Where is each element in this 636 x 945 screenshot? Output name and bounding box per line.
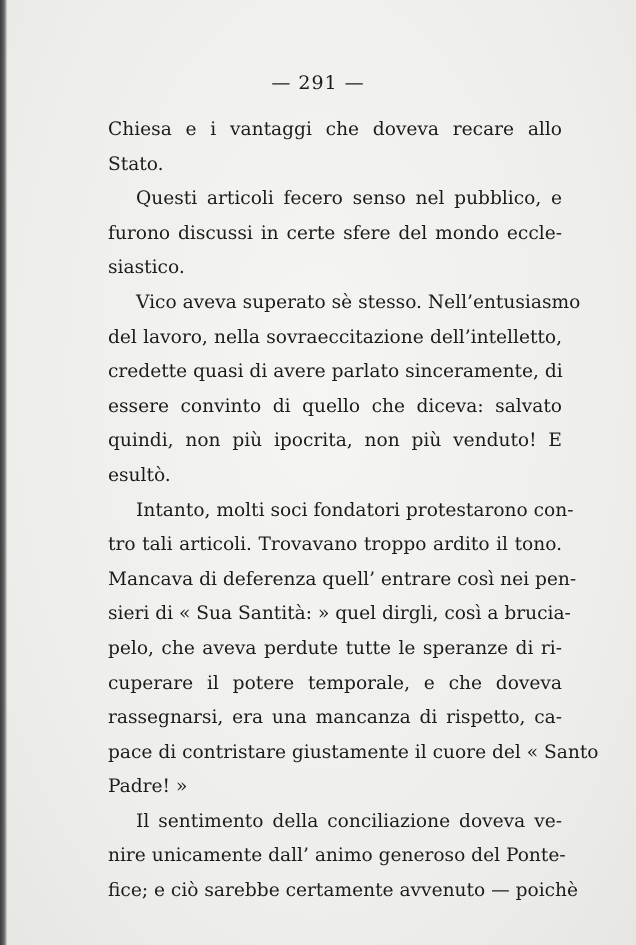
page-number: — 291 — — [271, 72, 365, 94]
text-line: Il sentimento della conciliazione doveva ve- — [136, 810, 562, 832]
text-line: essere convinto di quello che diceva: salvato — [108, 395, 562, 417]
text-line: tro tali articoli. Trovavano troppo ardito il tono. — [108, 534, 562, 556]
text-line: Padre! » — [108, 776, 188, 798]
text-line: rassegnarsi, era una mancanza di rispetto, ca- — [108, 707, 562, 729]
text-line: Questi articoli fecero senso nel pubblico, e — [136, 188, 562, 210]
body-text — [108, 113, 599, 909]
text-line: Chiesa e i vantaggi che doveva recare allo — [108, 119, 562, 140]
text-line: fice; e ciò sarebbe certamente avvenuto — poichè — [108, 880, 579, 902]
text-line: esultò. — [108, 464, 171, 486]
text-line: sieri di « Sua Santità: » quel dirgli, così a brucia- — [108, 603, 571, 625]
text-line: Stato. — [108, 153, 164, 175]
binding-edge — [0, 0, 7, 945]
text-line: cuperare il potere temporale, e che doveva — [108, 672, 562, 694]
text-line: nire unicamente dall’ animo generoso del Ponte- — [108, 845, 566, 867]
text-line: pelo, che aveva perdute tutte le speranze di ri- — [108, 637, 562, 659]
text-line: quindi, non più ipocrita, non più venduto! E — [108, 430, 562, 452]
text-line: del lavoro, nella sovraeccitazione dell’intelletto, — [108, 326, 562, 348]
text-line: credette quasi di avere parlato sinceramente, di — [108, 361, 563, 383]
text-line: pace di contristare giustamente il cuore del « Santo — [108, 741, 599, 763]
text-line: Mancava di deferenza quell’ entrare così nei pen- — [108, 568, 577, 590]
text-line: Intanto, molti soci fondatori protestarono con- — [136, 499, 574, 521]
text-line: furono discussi in certe sfere del mondo eccle- — [108, 222, 562, 244]
text-line: siastico. — [108, 257, 185, 279]
text-line: Vico aveva superato sè stesso. Nell’entusiasmo — [136, 291, 581, 313]
